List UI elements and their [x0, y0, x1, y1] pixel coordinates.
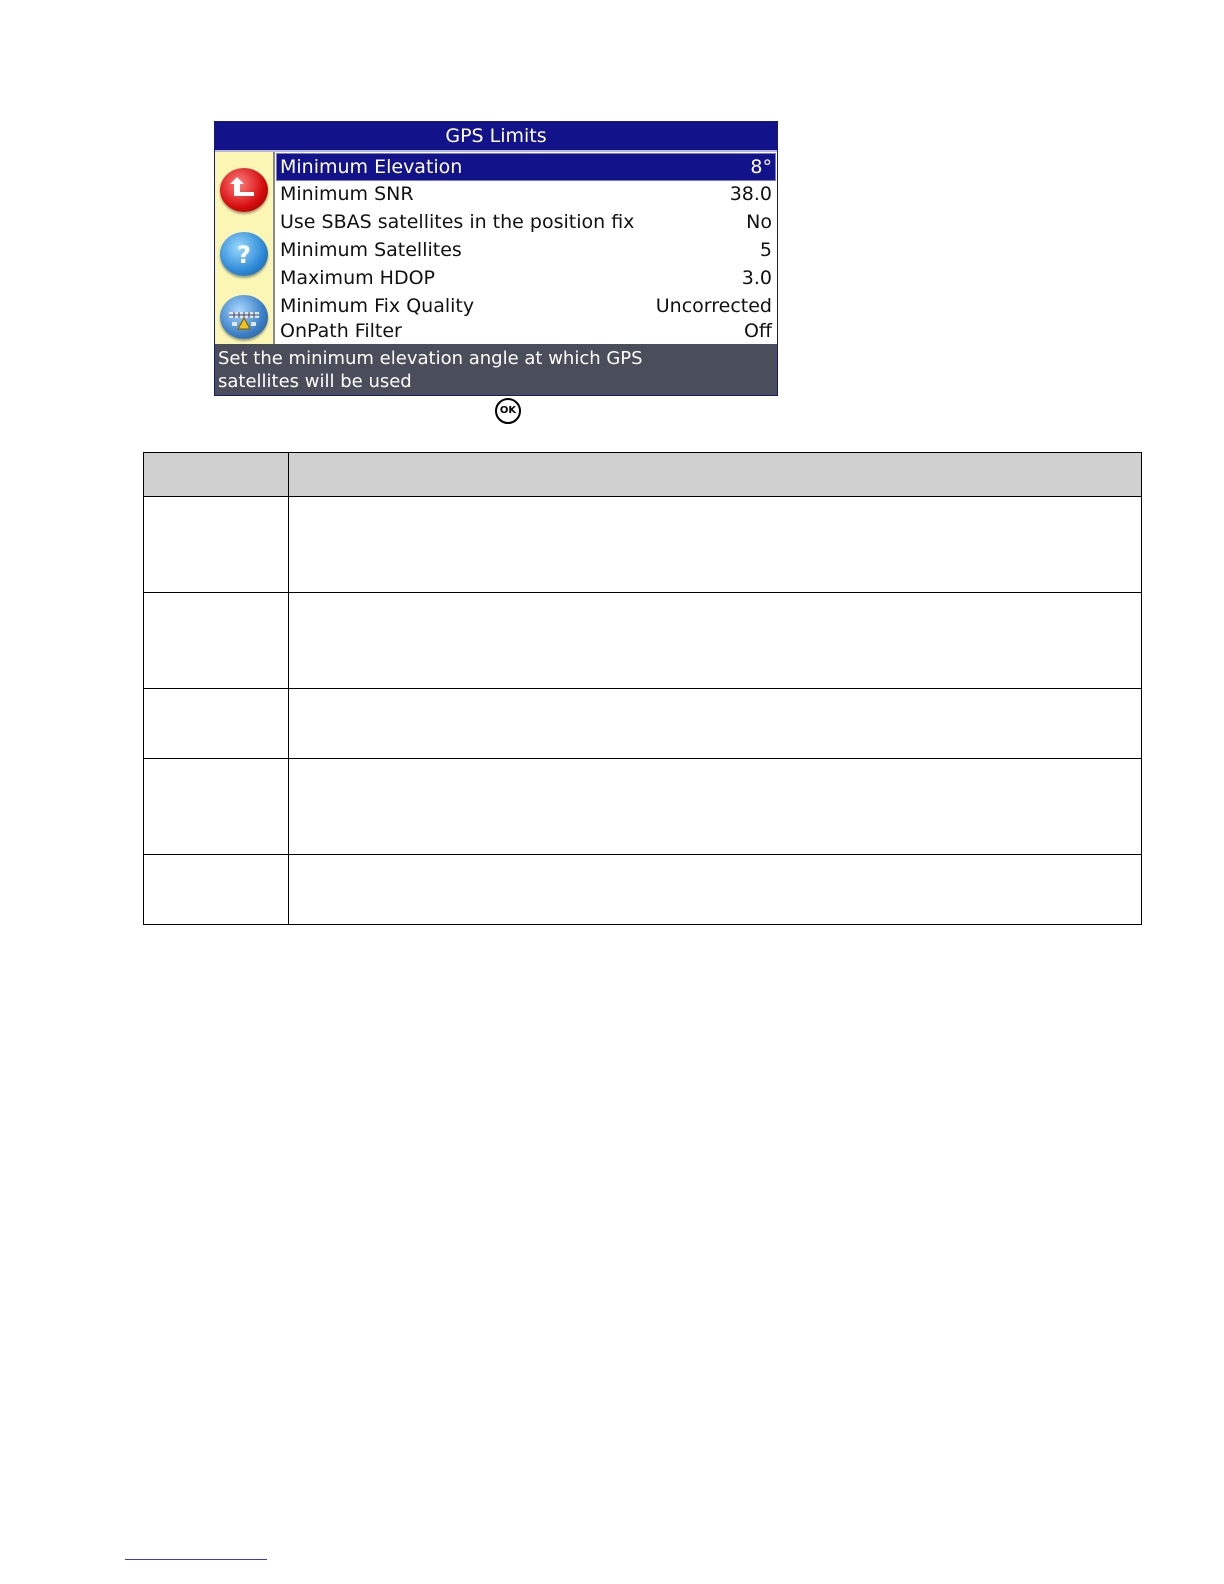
svg-text:?: ? — [237, 241, 251, 269]
table-header-cell — [289, 453, 1142, 497]
setting-value: 8° — [750, 156, 772, 178]
ok-button-icon: OK — [495, 398, 521, 424]
setting-row-minimum-snr[interactable] — [277, 181, 775, 207]
setting-row-minimum-elevation[interactable] — [277, 154, 775, 180]
table-cell — [144, 855, 289, 925]
screen-title: GPS Limits — [215, 122, 777, 152]
setting-row-minimum-fix-quality[interactable] — [277, 293, 775, 319]
setting-row-maximum-hdop[interactable] — [277, 265, 775, 291]
table-cell — [144, 497, 289, 593]
settings-list — [273, 152, 777, 344]
back-button[interactable] — [220, 168, 268, 212]
setting-label: Minimum Satellites — [280, 239, 462, 261]
setting-value: Off — [743, 320, 772, 342]
setting-value: 3.0 — [741, 267, 772, 289]
setting-label: OnPath Filter — [280, 320, 402, 342]
table-cell — [144, 689, 289, 759]
sidebar — [215, 152, 273, 344]
setting-value: No — [746, 211, 772, 233]
setting-label: Minimum Elevation — [280, 156, 463, 178]
status-help-text: Set the minimum elevation angle at which GPS satellites will be used — [215, 344, 777, 396]
table-cell — [289, 689, 1142, 759]
table-row — [144, 689, 1142, 759]
setting-value: 38.0 — [729, 183, 772, 205]
gps-limits-screen — [214, 121, 778, 396]
setting-value: 5 — [759, 239, 772, 261]
table-cell — [144, 759, 289, 855]
setting-row-onpath-filter[interactable] — [277, 318, 775, 344]
table-header-cell — [144, 453, 289, 497]
setting-label: Minimum SNR — [280, 183, 414, 205]
satellite-icon — [220, 295, 268, 339]
setting-value: Uncorrected — [655, 295, 772, 317]
satellite-button[interactable] — [220, 295, 268, 339]
table-cell — [289, 759, 1142, 855]
setting-label: Maximum HDOP — [280, 267, 435, 289]
table-row — [144, 759, 1142, 855]
help-icon — [220, 232, 268, 276]
table-cell — [144, 593, 289, 689]
setting-label: Minimum Fix Quality — [280, 295, 475, 317]
setting-row-use-sbas[interactable] — [277, 209, 775, 235]
table-row — [144, 497, 1142, 593]
setting-row-minimum-satellites[interactable] — [277, 237, 775, 263]
table-cell — [289, 593, 1142, 689]
table-cell — [289, 855, 1142, 925]
table-row — [144, 593, 1142, 689]
footer-link-underline — [125, 1559, 267, 1560]
back-arrow-icon — [220, 168, 268, 212]
setting-label: Use SBAS satellites in the position fix — [280, 211, 635, 233]
settings-description-table — [143, 452, 1142, 925]
table-row — [144, 855, 1142, 925]
table-cell — [289, 497, 1142, 593]
table-header-row — [144, 453, 1142, 497]
help-button[interactable] — [220, 232, 268, 276]
